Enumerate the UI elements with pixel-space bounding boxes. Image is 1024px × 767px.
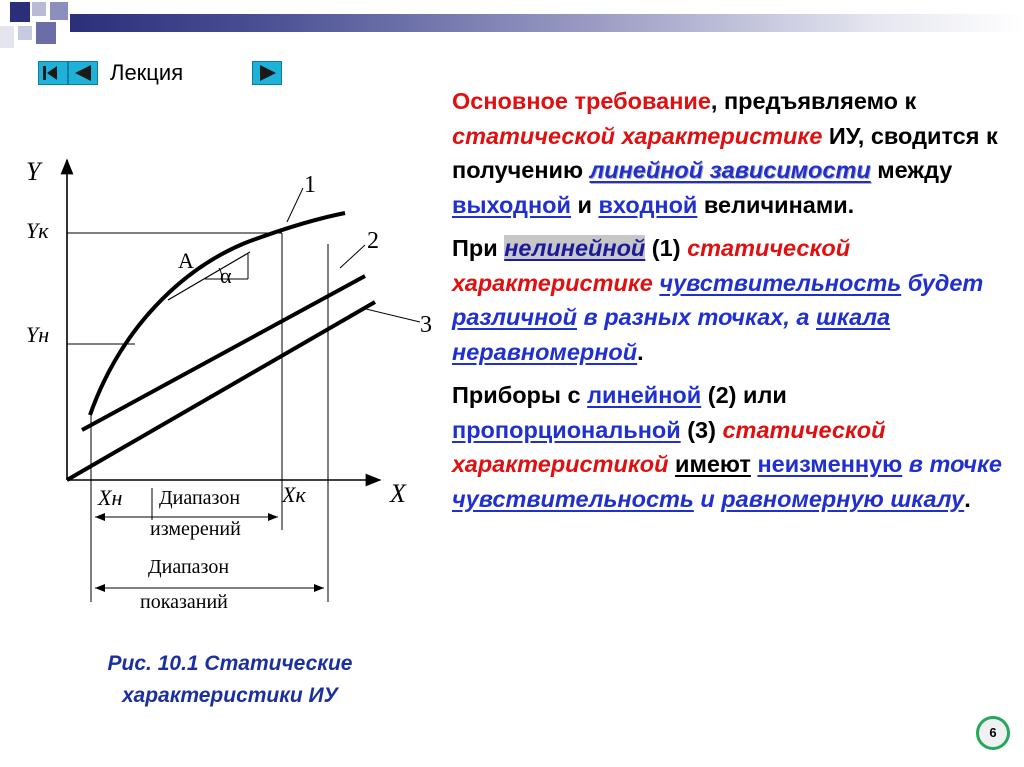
leader-1: [287, 188, 303, 222]
link-sensitivity-2[interactable]: чувствительность: [452, 485, 694, 512]
previous-slide-button[interactable]: [68, 61, 98, 85]
arrow-head: [95, 513, 105, 521]
curve-3-proportional: [67, 302, 375, 480]
link-constant[interactable]: неизменную: [757, 451, 903, 477]
text-span: .: [964, 485, 971, 512]
decor-square: [32, 2, 46, 16]
text-span: статической характеристике: [452, 235, 851, 296]
xn-label: Xн: [98, 485, 123, 510]
leader-2: [340, 245, 365, 268]
text-span: (2) или: [701, 382, 787, 408]
point-a-label: A: [178, 248, 194, 273]
page-number-badge: 6: [976, 716, 1010, 750]
link-uniform-scale[interactable]: равномерную шкалу: [721, 485, 965, 512]
next-slide-button[interactable]: [252, 61, 282, 85]
first-slide-button[interactable]: [38, 61, 68, 85]
link-different[interactable]: различной: [452, 304, 577, 330]
x-axis-label: X: [390, 479, 406, 508]
text-span: и: [570, 191, 599, 218]
text-span: и: [693, 485, 722, 512]
main-text: [452, 84, 1012, 525]
arrow-head: [268, 513, 278, 521]
header-gradient-bar: [70, 14, 1024, 32]
decor-square: [18, 26, 32, 40]
link-proportional[interactable]: пропорциональной: [452, 416, 681, 443]
curve-1-nonlinear: [90, 213, 345, 415]
text-span: (3): [680, 416, 723, 443]
text-span: статической характеристикой: [452, 416, 886, 477]
text-span: величинами.: [697, 191, 855, 218]
curve-1-label: 1: [304, 172, 316, 198]
link-nonuniform-scale[interactable]: шкала неравномерной: [452, 304, 891, 365]
text-span: характеристике: [621, 122, 823, 149]
decor-square: [36, 22, 56, 44]
yn-label: Yн: [26, 322, 50, 347]
top-decor-bar: [0, 0, 1024, 48]
caption-line-1: Рис. 10.1 Статические: [107, 652, 353, 675]
text-span: (1): [645, 235, 688, 261]
arrow-head: [314, 584, 324, 592]
text-have: имеют: [675, 451, 751, 477]
caption-line-2: характеристики ИУ: [122, 684, 338, 707]
text-span: ,: [710, 88, 718, 114]
paragraph-3: [452, 378, 1012, 516]
text-span: .: [637, 338, 644, 365]
text-span: Основное требование: [452, 88, 711, 114]
lecture-label: Лекция: [110, 60, 184, 85]
text-span: будет: [901, 269, 984, 296]
next-icon: [253, 62, 281, 84]
decor-square: [0, 26, 14, 48]
measurement-range-label-2: измерений: [150, 518, 241, 540]
skip-to-start-icon: [39, 62, 67, 84]
link-linear-dependence[interactable]: линейной зависимости: [589, 157, 871, 183]
curve-2-linear: [82, 276, 365, 430]
measurement-range-label-1: Диапазон: [159, 487, 241, 509]
link-input[interactable]: входной: [598, 191, 698, 218]
link-sensitivity[interactable]: чувствительность: [659, 269, 902, 296]
previous-icon: [69, 62, 97, 84]
static-characteristics-figure: [0, 140, 440, 620]
paragraph-2: [452, 231, 1012, 369]
text-span: в точке: [902, 451, 1002, 477]
text-span: ИУ, сводится к получению: [452, 122, 998, 183]
link-linear[interactable]: линейной: [587, 382, 702, 408]
display-range-label-2: показаний: [140, 591, 228, 613]
alpha-label: α: [220, 263, 232, 288]
paragraph-1: [452, 84, 1012, 222]
text-span: статической: [452, 122, 616, 149]
arrow-head: [95, 584, 105, 592]
text-span: предъявляемо к: [717, 88, 917, 114]
decor-square: [10, 2, 30, 22]
link-output[interactable]: выходной: [452, 191, 571, 218]
yk-label: Yк: [26, 218, 49, 243]
text-span: в разных точках, а: [577, 304, 816, 330]
xk-label: Xк: [282, 482, 306, 507]
decor-square: [50, 2, 68, 20]
display-range-label-1: Диапазон: [148, 556, 230, 578]
text-span: между: [870, 157, 953, 183]
y-axis-label: Y: [26, 157, 41, 186]
leader-3: [362, 308, 420, 322]
link-nonlinear[interactable]: нелинейной: [504, 235, 646, 261]
text-span: При: [452, 235, 505, 261]
curve-2-label: 2: [367, 228, 379, 254]
curve-3-label: 3: [420, 312, 432, 338]
figure-caption: [30, 648, 430, 712]
text-span: Приборы с: [452, 382, 588, 408]
